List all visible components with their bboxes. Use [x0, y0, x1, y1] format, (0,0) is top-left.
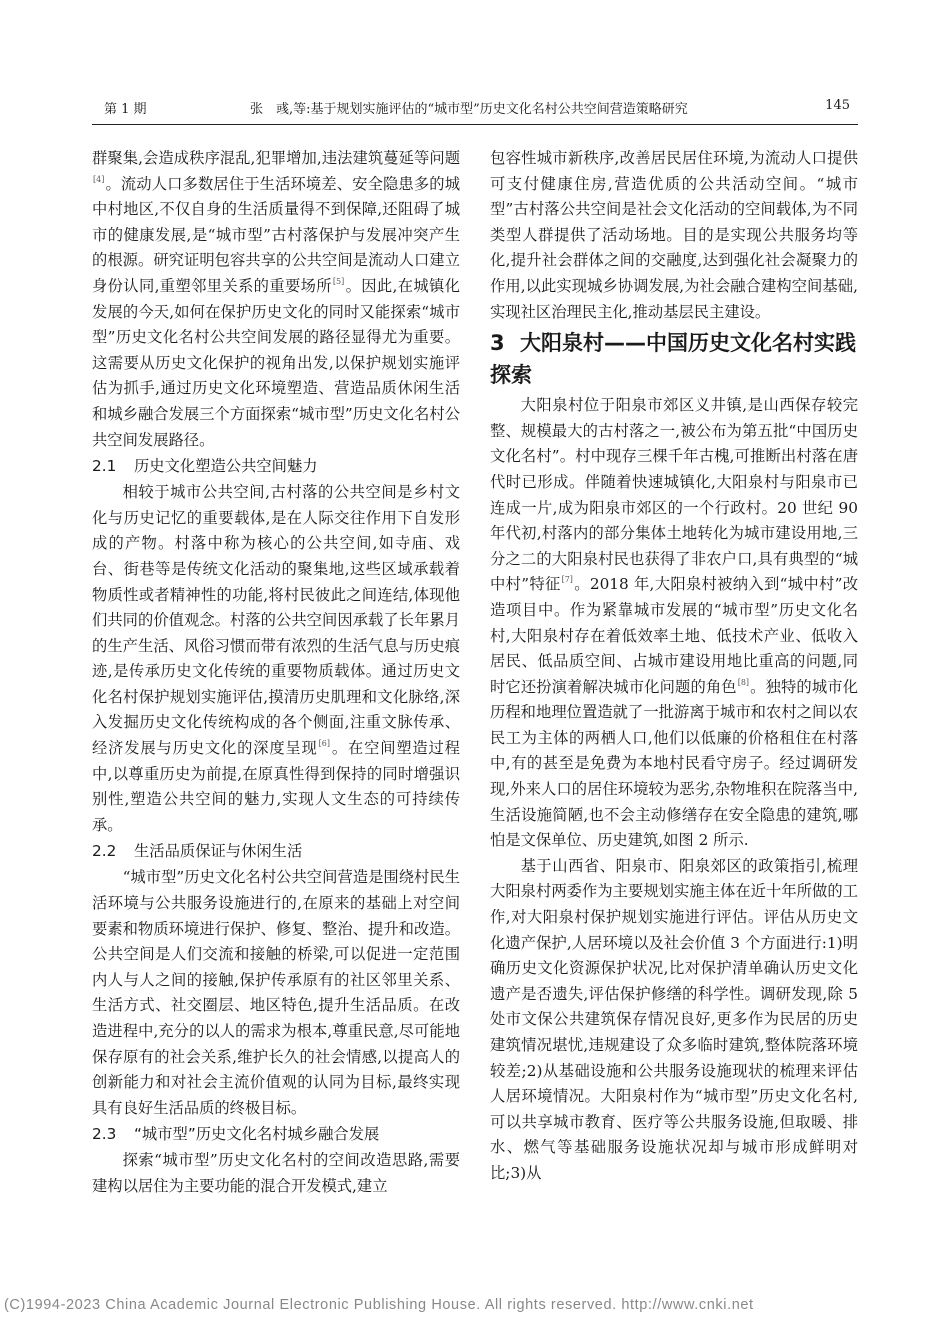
paragraph — [92, 146, 460, 453]
text-run: 。独特的城市化历程和地理位置造就了一批游离于城市和农村之间以农民工为主体的两栖人口,他们以低廉的价格租住在村落中,有的甚至是免费为本地村民看守房子。经过调研发现,外来人口的居住环境较为恶劣,杂物堆积在院落当中,生活设施简陋,也不会主动修缮存在安全隐患的建筑,哪怕是文保单位、历史建筑,如图 2 所示. — [490, 677, 858, 850]
left-column — [92, 146, 460, 1200]
right-column — [490, 146, 858, 1187]
paragraph — [490, 393, 858, 854]
paragraph — [490, 146, 858, 325]
paragraph — [490, 854, 858, 1187]
text-run: 相较于城市公共空间,古村落的公共空间是乡村文化与历史记忆的重要载体,是在人际交往作用下自发形成的产物。村落中称为核心的公共空间,如寺庙、戏台、街巷等是传统文化活动的聚集地,这些区域承载着物质性或者精神性的功能,将村民彼此之间连结,体现他们共同的价值观念。村落的公共空间因承载了长年累月的生产生活、风俗习惯而带有浓烈的生活气息与历史痕迹,是传承历史文化传统的重要物质载体。通过历史文化名村保护规划实施评估,摸清历史肌理和文化脉络,深入发掘历史文化传统构成的各个侧面,注重文脉传承、经济发展与历史文化的深度呈现 — [92, 483, 460, 758]
citation-ref: [7] — [561, 575, 573, 585]
citation-ref: [8] — [737, 677, 750, 687]
text-run: 包容性城市新秩序,改善居民居住环境,为流动人口提供可支付健康住房,营造优质的公共活动空间。“城市型”古村落公共空间是社会文化活动的空间载体,为不同类型人群提供了活动场地。目的是实现公共服务均等化,提升社会群体之间的交融度,达到强化社会凝聚力的作用,以此实现城乡协调发展,为社会融合建构空间基础,实现社区治理民主化,推动基层民主建设。 — [490, 149, 858, 321]
citation-ref: [5] — [332, 276, 345, 286]
citation-ref: [6] — [318, 739, 331, 749]
paragraph — [92, 480, 460, 838]
running-title: 张 彧,等:基于规划实施评估的“城市型”历史文化名村公共空间营造策略研究 — [250, 102, 688, 117]
section-heading-2-1: 2.1 历史文化塑造公共空间魅力 — [92, 457, 318, 476]
paragraph — [92, 865, 460, 1121]
text-run: 探索“城市型”历史文化名村的空间改造思路,需要建构以居住为主要功能的混合开发模式,建立 — [92, 1151, 460, 1195]
text-run: 。因此,在城镇化发展的今天,如何在保护历史文化的同时又能探索“城市型”历史文化名村公共空间发展的路径显得尤为重要。这需要从历史文化保护的视角出发,以保护规划实施评估为抓手,通过历史文化环境塑造、营造品质休闲生活和城乡融合发展三个方面探索“城市型”历史文化名村公共空间发展路径。 — [92, 276, 460, 449]
text-run: 基于山西省、阳泉市、阳泉郊区的政策指引,梳理大阳泉村两委作为主要规划实施主体在近十年所做的工作,对大阳泉村保护规划实施进行评估。评估从历史文化遗产保护,人居环境以及社会价值 3 个方面进行:1)明确历史文化资源保护状况,比对保护清单确认历史文化遗产是否遗失,评估保护修缮的科学性。调研发现,除 5 处市文保公共建筑保存情况良好,更多作为民居的历史建筑情况堪忧,违规建设了众多临时建筑,整体院落环境较差;2)从基础设施和公共服务设施现状的梳理来评估人居环境情况。大阳泉村作为“城市型”历史文化名村,可以共享城市教育、医疗等公共服务设施,但取暖、排水、燃气等基础服务设施状况却与城市形成鲜明对比;3)从 — [490, 856, 858, 1182]
text-run: 。2018 年,大阳泉村被纳入到“城中村”改造项目中。作为紧靠城市发展的“城市型”历史文化名村,大阳泉村存在着低效率土地、低技术产业、低收入居民、低品质空间、占城市建设用地比重高的问题,同时它还扮演着解决城市化问题的角色 — [490, 575, 858, 696]
text-run: 群聚集,会造成秩序混乱,犯罪增加,违法建筑蔓延等问题 — [92, 149, 460, 167]
section-heading-3: 3 大阳泉村——中国历史文化名村实践探索 — [490, 331, 856, 388]
text-run: 。流动人口多数居住于生活环境差、安全隐患多的城中村地区,不仅自身的生活质量得不到保障,还阻碍了城市的健康发展,是“城市型”古村落保护与发展冲突产生的根源。研究证明包容共享的公共空间是流动人口建立身份认同,重塑邻里关系的重要场所 — [92, 174, 460, 295]
section-heading-2-2: 2.2 生活品质保证与休闲生活 — [92, 842, 303, 861]
text-run: 。在空间塑造过程中,以尊重历史为前提,在原真性得到保持的同时增强识别性,塑造公共空间的魅力,实现人文生态的可持续传承。 — [92, 739, 460, 834]
copyright-footer: (C)1994-2023 China Academic Journal Electronic Publishing House. All rights reserved. http://www.cnki.net — [4, 1297, 754, 1313]
running-header — [92, 96, 858, 125]
paragraph — [92, 1148, 460, 1199]
section-heading-2-3: 2.3 “城市型”历史文化名村城乡融合发展 — [92, 1125, 380, 1144]
issue-number: 第 1 期 — [104, 102, 147, 117]
text-run: 大阳泉村位于阳泉市郊区义井镇,是山西保存较完整、规模最大的古村落之一,被公布为第五批“中国历史文化名村”。村中现存三棵千年古槐,可推断出村落在唐代时已形成。伴随着快速城镇化,大阳泉村与阳泉市已连成一片,成为阳泉市郊区的一个行政村。20 世纪 90 年代初,村落内的部分集体土地转化为城市建设用地,三分之二的大阳泉村民也获得了非农户口,具有典型的“城中村”特征 — [490, 396, 858, 594]
page-number: 145 — [825, 98, 850, 113]
text-run: “城市型”历史文化名村公共空间营造是围绕村民生活环境与公共服务设施进行的,在原来的基础上对空间要素和物质环境进行保护、修复、整治、提升和改造。公共空间是人们交流和接触的桥梁,可以促进一定范围内人与人之间的接触,保护传承原有的社区邻里关系、生活方式、社交圈层、地区特色,提升生活品质。在改造进程中,充分的以人的需求为根本,尊重民意,尽可能地保存原有的社会关系,维护长久的社会情感,以提高人的创新能力和对社会主流价值观的认同为目标,最终实现具有良好生活品质的终极目标。 — [92, 868, 460, 1117]
citation-ref: [4] — [93, 174, 105, 184]
